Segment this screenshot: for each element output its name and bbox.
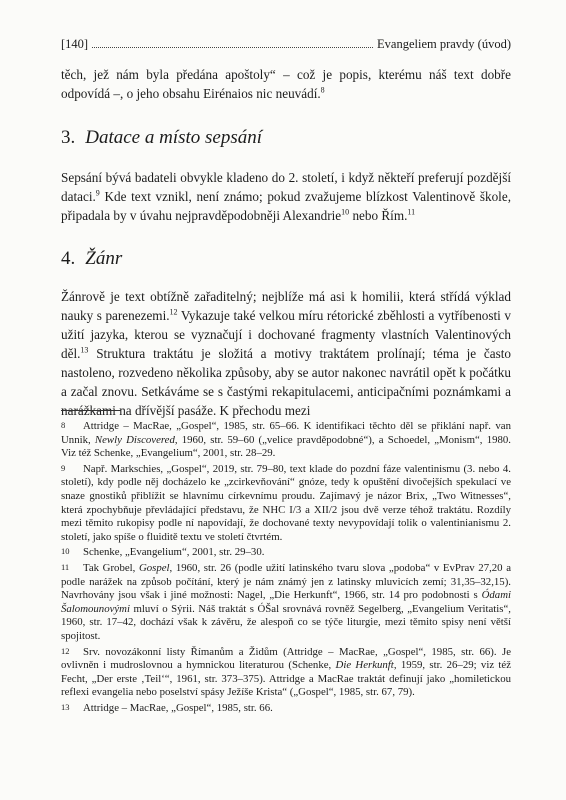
running-header: [61, 37, 511, 52]
intro-paragraph: těch, jež nám byla předána apoštoly“ – což je popis, kterému náš text dobře odpovídá –, o jeho obsahu Eirénaios nic neuvádí.$^8$: [61, 67, 511, 101]
footnotes: [61, 419, 511, 716]
footnote-13: 13 Attridge – MacRae, „Gospel“, 1985, str. 66.: [61, 701, 273, 714]
footnote-12: 12 Srv. novozákonní listy Římanům a Židům (Attridge – MacRae, „Gospel“, 1985, str. 66). Je ovlivněn i mudroslovnou a hymnickou literaturou (Schenke, Die Herkunft, 1959, str. 26–29; viz též Fecht, „Der erste ‚Teil‘“, 1961, str. 373–375). Attridge a MacRae traktát definují jako „homiletickou reflexi evangelia nebo poselství spásy Ježíše Krista“ („Gospel“, 1985, str. 67, 79).: [61, 645, 512, 699]
footnote-divider: [61, 410, 121, 411]
footnote-ref: 8: [320, 85, 325, 95]
header-leader-dots: [92, 47, 373, 48]
section-number: 4.: [61, 248, 76, 269]
section-number: 3.: [61, 127, 76, 148]
section-heading-3: [61, 127, 262, 149]
section-title: Datace a místo sepsání: [85, 127, 263, 148]
section-title: Žánr: [85, 248, 123, 269]
running-title: Evangeliem pravdy (úvod): [377, 37, 511, 51]
page-number: [140]: [61, 37, 89, 51]
footnote-9: 9 Např. Markschies, „Gospel“, 2019, str. 79–80, text klade do pozdní fáze valentinismu (3. nebo 4. století), kdy podle něj docházelo ke „zcirkevňování“ gnóze, tedy k opuštění divočejších spekulací ve snaze gnostiků přiblížit se hlavnímu církevnímu proudu. Zajímavý je názor Brix, „Two Witnesses“, která zpochybňuje převládající představu, že NHC I/3 a XII/2 jsou dvě verze téhož traktátu. Rozdíly mezi těmito rukopisy podle ní napovídají, že dochované texty nevypovídají tolik o valentinianismu 2. století, jako spíše o fluiditě textu ve století čtvrtém.: [61, 462, 511, 543]
section-heading-4: [61, 248, 122, 270]
footnote-10: 10 Schenke, „Evangelium“, 2001, str. 29–30.: [61, 546, 265, 559]
section-3-paragraph: Sepsání bývá badateli obvykle kladeno do 2. století, i když někteří preferují pozdější dataci.$^9$ Kde text vznikl, není známo; pokud zvažujeme blízkost Valentinově škole, připadala by v úvahu nejpravděpodobněji Alexandrie$^{10}$ nebo Řím.$^{11}$: [61, 170, 511, 223]
footnote-11: 11 Tak Grobel, Gospel, 1960, str. 26 (podle užití latinského tvaru slova „podoba“ v EvPrav 27,20 a podle narážek na způsob počítání, který je nám známý jen z latinsky mluvicích zemí; 31,35–32,15). Navrhovány jsou však i jiné možnosti: Nagel, „Die Herkunft“, 1966, str. 14 pro podobnosti s Ódami Šalomounovými mluví o Sýrii. Náš traktát s ÓŠal srovnává rovněž Segelberg, „Evangelium Veritatis“, 1960, str. 17–42, dochází však k závěru, že alespoň co se týče liturgie, mezi těmito spisy není větší spojitost.: [61, 561, 511, 642]
footnote-8: 8 Attridge – MacRae, „Gospel“, 1985, str. 65–66. K identifikaci těchto děl se přiklání např. van Unnik, Newly Discovered, 1960, str. 59–60 („velice pravděpodobné“), a Schoedel, „Monism“, 1980. Viz též Schenke, „Evangelium“, 2001, str. 28–29.: [61, 420, 511, 460]
section-4-paragraph: Žánrově je text obtížně zařaditelný; nejblíže má asi k homilii, která střídá výklad nauky s parenezemi.$^{12}$ Vykazuje také velkou míru rétorické zběhlosti a vytříbenosti v užití jazyka, kterou se vyznačují i dochované fragmenty vlastních Valentinových děl.$^{13}$ Struktura traktátu je složitá a motivy traktátem prolínají; téma je často nastoleno, rozvedeno několika způsoby, aby se autor nakonec navrátil opět k počátku a začal znovu. Setkáváme se s častými rekapitulacemi, anticipačními poznámkami a narážkami na dřívější pasáže. K přechodu mezi: [61, 289, 511, 418]
